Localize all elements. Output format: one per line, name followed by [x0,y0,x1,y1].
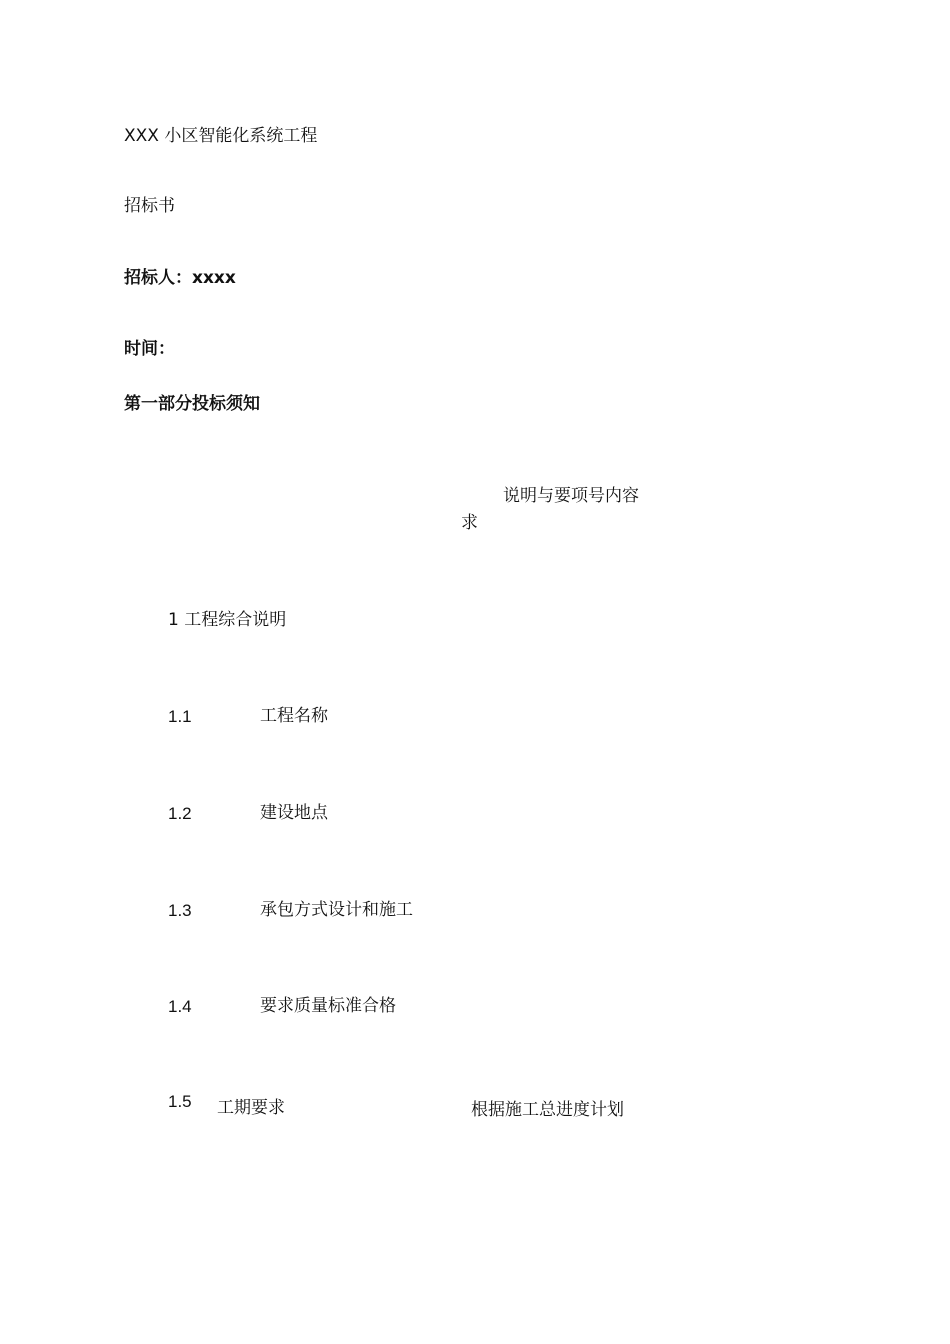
item-text: 建设地点 [260,803,328,823]
document-type: 招标书 [124,196,175,216]
time-line: 时间： [124,339,175,359]
item-text: 要求质量标准合格 [260,996,396,1016]
item-text: 工程名称 [260,706,328,726]
item-number: 1.1 [168,707,192,726]
item-text: 承包方式设计和施工 [260,900,413,920]
part-heading: 第一部分投标须知 [124,394,260,414]
item-number: 1.2 [168,804,192,823]
item-number: 1.4 [168,997,192,1016]
tenderer-line: 招标人：xxxx [124,268,236,288]
section-heading: 1 工程综合说明 [168,610,287,630]
project-title: XXX 小区智能化系统工程 [124,126,318,146]
item-number: 1.3 [168,901,192,920]
item-text: 工期要求 [217,1098,285,1118]
table-header-line1: 说明与要项号内容 [503,486,639,506]
table-header-line2: 求 [461,513,478,533]
item-number: 1.5 [168,1092,192,1111]
item-value: 根据施工总进度计划 [471,1100,624,1120]
